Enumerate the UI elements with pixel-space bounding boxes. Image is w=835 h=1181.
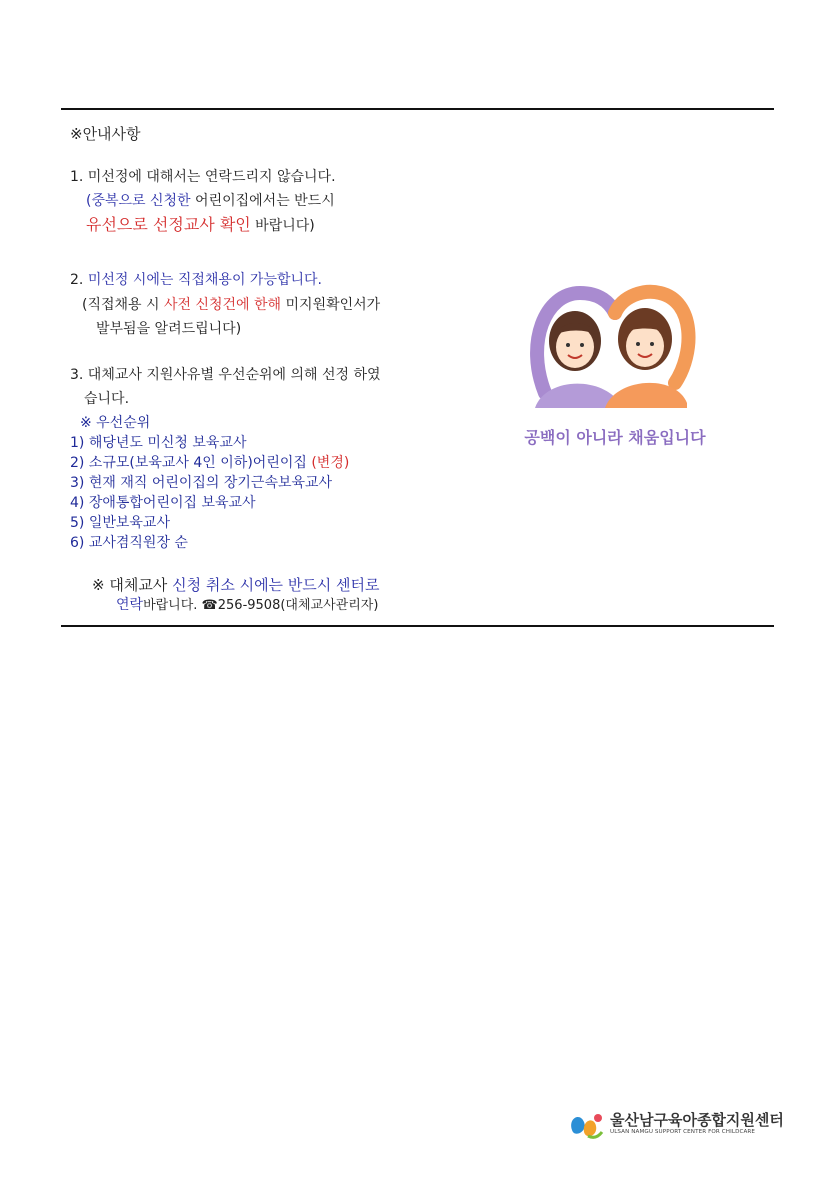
priority-heading: ※ 우선순위 xyxy=(80,415,151,431)
item1-line3 xyxy=(86,215,315,236)
item2-line2 xyxy=(82,295,380,315)
priority-item-2-text: 2) 소규모(보육교사 4인 이하)어린이집 xyxy=(70,455,307,471)
item1-daycare-text: 어린이집에서는 반드시 xyxy=(190,193,335,209)
item3-line2: 습니다. xyxy=(84,391,130,407)
item1-confirm-text: 유선으로 선정교사 확인 xyxy=(86,215,251,234)
changed-tag: (변경) xyxy=(311,455,350,471)
item2-paren-text: (직접채용 시 xyxy=(82,297,164,313)
item1-duplicate-text: (중복으로 신청한 xyxy=(86,193,191,209)
contact-phone-text: 바랍니다. ☎256-9508(대체교사관리자) xyxy=(143,598,379,613)
item1-line2 xyxy=(86,191,335,211)
item3-line1: 3. 대체교사 지원사유별 우선순위에 의해 선정 하였 xyxy=(70,367,381,383)
logo-name-ko: 울산남구육아종합지원센터 xyxy=(610,1111,784,1129)
item2-prior-request-text: 사전 신청건에 한해 xyxy=(163,297,282,313)
center-logo-icon xyxy=(566,1108,606,1142)
item2-number: 2. xyxy=(70,272,88,288)
item1-request-text: 바랍니다) xyxy=(250,218,315,234)
center-logo xyxy=(566,1108,784,1144)
priority-item-5: 5) 일반보육교사 xyxy=(70,515,170,531)
slogan-text: 공백이 아니라 채움입니다 xyxy=(524,428,706,447)
priority-item-2 xyxy=(70,453,349,473)
notice-heading: ※안내사항 xyxy=(70,125,141,143)
cancel-note-line2 xyxy=(116,595,378,616)
item2-line3: 발부됨을 알려드립니다) xyxy=(96,321,242,337)
two-women-heart-illustration xyxy=(505,283,725,458)
bottom-rule xyxy=(61,625,774,627)
priority-item-1: 1) 해당년도 미신청 보육교사 xyxy=(70,435,247,451)
item2-line1 xyxy=(70,270,322,290)
item1-line1: 1. 미선정에 대해서는 연락드리지 않습니다. xyxy=(70,169,336,185)
cancel-note-emphasis: 신청 취소 시에는 반드시 센터로 xyxy=(172,576,380,594)
contact-word: 연락 xyxy=(116,597,144,613)
priority-item-3: 3) 현재 재직 어린이집의 장기근속보육교사 xyxy=(70,475,333,491)
cancel-note-line1 xyxy=(92,575,380,595)
item2-direct-hire-text: 미선정 시에는 직접채용이 가능합니다. xyxy=(87,272,322,288)
priority-item-4: 4) 장애통합어린이집 보육교사 xyxy=(70,495,256,511)
cancel-note-prefix: ※ 대체교사 xyxy=(92,576,173,594)
item2-certificate-text: 미지원확인서가 xyxy=(281,297,381,313)
logo-name-en: ULSAN NAMGU SUPPORT CENTER FOR CHILDCARE xyxy=(610,1129,756,1135)
top-rule xyxy=(61,108,774,110)
priority-item-6: 6) 교사겸직원장 순 xyxy=(70,535,188,551)
